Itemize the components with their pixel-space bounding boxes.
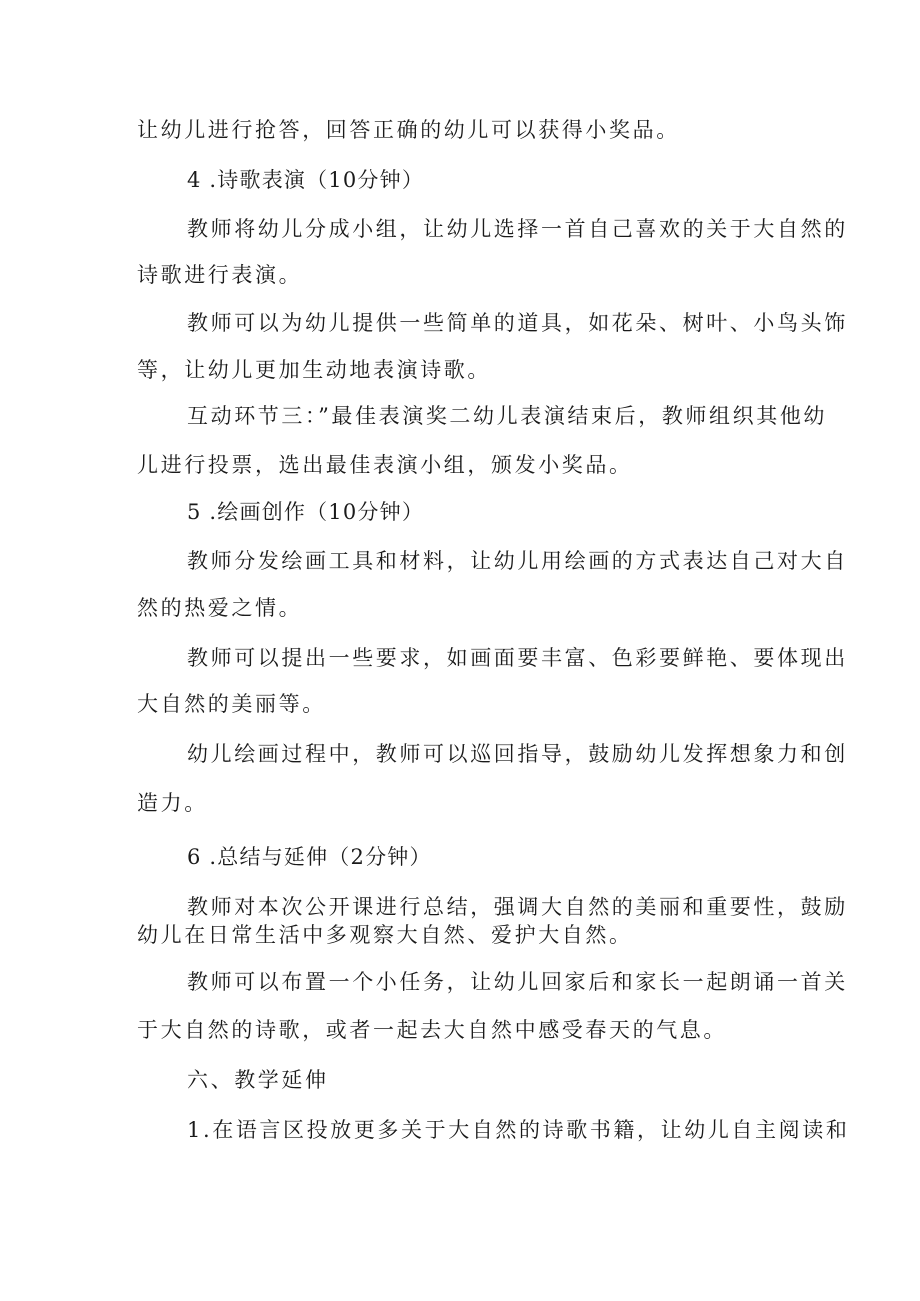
paragraph-line: 大自然的美丽等。	[137, 692, 326, 716]
paragraph-line: 幼儿绘画过程中，教师可以巡回指导，鼓励幼儿发挥想象力和创	[187, 742, 848, 766]
paragraph-line: 造力。	[137, 791, 208, 815]
paragraph-line: 教师分发绘画工具和材料，让幼儿用绘画的方式表达自己对大自	[187, 549, 848, 573]
section-heading-poetry-performance: 4 .诗歌表演（10分钟）	[187, 168, 425, 192]
paragraph-line: 教师可以为幼儿提供一些简单的道具，如花朵、树叶、小鸟头饰	[187, 311, 848, 335]
paragraph-line: 幼儿在日常生活中多观察大自然、爱护大自然。	[137, 923, 633, 947]
paragraph-line: 于大自然的诗歌，或者一起去大自然中感受春天的气息。	[137, 1018, 727, 1042]
paragraph-line: 教师将幼儿分成小组，让幼儿选择一首自己喜欢的关于大自然的	[187, 217, 848, 241]
section-heading-drawing: 5 .绘画创作（10分钟）	[187, 500, 425, 524]
section-heading-extension: 六、教学延伸	[187, 1068, 329, 1092]
paragraph-line: 儿进行投票，选出最佳表演小组，颁发小奖品。	[137, 453, 633, 477]
paragraph-line: 教师可以布置一个小任务，让幼儿回家后和家长一起朗诵一首关	[187, 970, 848, 994]
section-heading-summary: 6 .总结与延伸（2分钟）	[187, 845, 432, 869]
paragraph-line: 然的热爱之情。	[137, 596, 303, 620]
paragraph-line: 诗歌进行表演。	[137, 263, 303, 287]
text-line-continuation-quiz: 让幼儿进行抢答，回答正确的幼儿可以获得小奖品。	[137, 118, 680, 142]
paragraph-line: 教师可以提出一些要求，如画面要丰富、色彩要鲜艳、要体现出	[187, 646, 848, 670]
paragraph-line: 互动环节三：”最佳表演奖二幼儿表演结束后，教师组织其他幼	[187, 404, 828, 428]
paragraph-line: 教师对本次公开课进行总结，强调大自然的美丽和重要性，鼓励	[187, 895, 848, 919]
paragraph-line: 1.在语言区投放更多关于大自然的诗歌书籍，让幼儿自主阅读和	[187, 1118, 850, 1142]
paragraph-line: 等，让幼儿更加生动地表演诗歌。	[137, 358, 491, 382]
